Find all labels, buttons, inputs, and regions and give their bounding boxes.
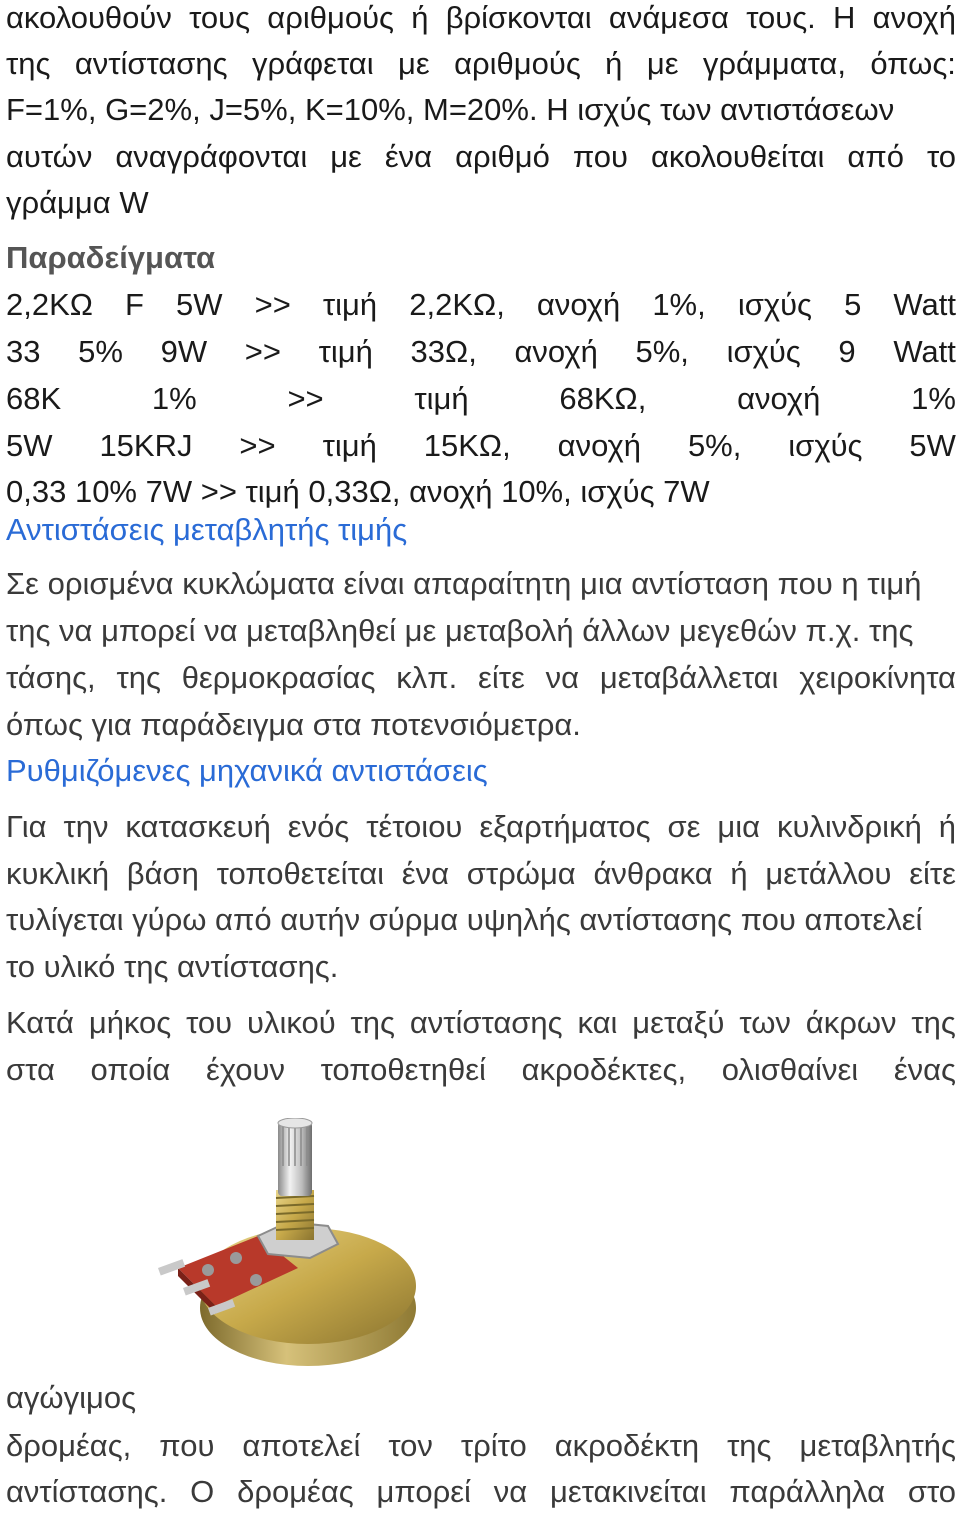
word: σε xyxy=(667,809,701,844)
word: γράμματα, xyxy=(702,46,846,81)
text-line: F=1%, G=2%, J=5%, K=10%, M=20%. Η ισχύς των αντιστάσεων xyxy=(6,92,895,127)
word: του xyxy=(186,1005,233,1040)
text-line: της να μπορεί να μεταβληθεί με μεταβολή άλλων μεγεθών π.χ. της xyxy=(6,613,914,648)
word: 5% xyxy=(78,334,123,369)
word: ισχύς xyxy=(788,428,863,463)
word: με xyxy=(646,46,679,81)
word: άκρων xyxy=(805,1005,897,1040)
word: 5%, xyxy=(635,334,689,369)
word: άνθρακα xyxy=(593,856,713,891)
word: ανοχή xyxy=(536,287,621,322)
word: μετάλλου xyxy=(765,856,892,891)
word: εξαρτήματος xyxy=(479,809,651,844)
word: ενός xyxy=(287,809,350,844)
word: με xyxy=(330,139,362,174)
word: αποτελεί xyxy=(242,1428,361,1463)
word: ισχύς xyxy=(737,287,812,322)
word: Ο xyxy=(190,1474,215,1509)
word: μετακινείται xyxy=(549,1474,707,1509)
word: 5%, xyxy=(687,428,742,463)
word: ακολουθείται xyxy=(650,139,825,174)
word: ανοχή xyxy=(872,0,956,35)
word: τάσης, xyxy=(6,660,96,695)
word: ακροδέκτες, xyxy=(521,1052,687,1087)
word: ολισθαίνει xyxy=(721,1052,859,1087)
word: 2,2ΚΩ xyxy=(6,287,93,322)
word: της xyxy=(727,1428,772,1463)
word: με xyxy=(397,46,430,81)
word: 9 xyxy=(838,334,856,369)
word: F xyxy=(125,287,144,322)
text-line xyxy=(6,1428,956,1468)
text-line: αγώγιμος xyxy=(6,1380,137,1415)
word: και xyxy=(577,1005,618,1040)
word: τιμή xyxy=(318,334,373,369)
word: γράφεται xyxy=(251,46,374,81)
word: στρώμα xyxy=(466,856,576,891)
word: 15KRJ xyxy=(99,428,193,463)
word: ένα xyxy=(401,856,450,891)
word: τον xyxy=(388,1428,433,1463)
word: τέτοιου xyxy=(366,809,463,844)
examples-heading: Παραδείγματα xyxy=(6,240,216,275)
word: Η xyxy=(833,0,856,35)
word: 5W xyxy=(176,287,223,322)
word: ή xyxy=(605,46,623,81)
word: >> xyxy=(239,428,276,463)
example-row xyxy=(6,334,956,374)
word: παράλληλα xyxy=(729,1474,886,1509)
word: ανοχή xyxy=(514,334,598,369)
word: βρίσκονται xyxy=(445,0,592,35)
text-line xyxy=(6,1052,956,1092)
word: 68K xyxy=(6,381,62,416)
text-line: Σε ορισμένα κυκλώματα είναι απαραίτητη μια αντίσταση που η τιμή xyxy=(6,566,922,601)
word: οποία xyxy=(90,1052,171,1087)
word: που xyxy=(572,139,628,174)
word: τρίτο xyxy=(460,1428,527,1463)
word: μεταβλητής xyxy=(799,1428,956,1463)
text-line: γράμμα W xyxy=(6,185,149,220)
word: μεταβάλλεται xyxy=(599,660,779,695)
word: τιμή xyxy=(414,381,469,416)
word: ένα xyxy=(384,139,433,174)
word: κυλινδρική xyxy=(776,809,922,844)
example-row xyxy=(6,428,956,468)
word: 33 xyxy=(6,334,41,369)
word: της xyxy=(6,46,51,81)
word: τοποθετηθεί xyxy=(320,1052,486,1087)
text-line xyxy=(6,809,956,849)
word: >> xyxy=(254,287,291,322)
word: ισχύς xyxy=(726,334,801,369)
word: 1%, xyxy=(652,287,706,322)
word: της xyxy=(116,660,161,695)
word: 1% xyxy=(911,381,956,416)
word: ένας xyxy=(893,1052,956,1087)
word: δρομέας xyxy=(237,1474,354,1509)
example-row: 0,33 10% 7W >> τιμή 0,33Ω, ανοχή 10%, ισχύς 7W xyxy=(6,474,710,509)
text-line xyxy=(6,856,956,896)
word: μια xyxy=(717,809,761,844)
word: ακολουθούν xyxy=(6,0,172,35)
word: ανάμεσα xyxy=(608,0,729,35)
word: ή xyxy=(411,0,429,35)
word: τιμή xyxy=(322,428,377,463)
example-row xyxy=(6,287,956,327)
word: μήκος xyxy=(88,1005,172,1040)
word: 68ΚΩ, xyxy=(559,381,647,416)
word: από xyxy=(847,139,904,174)
word: κατασκευή xyxy=(125,809,271,844)
word: κυκλική xyxy=(6,856,110,891)
word: να xyxy=(545,660,580,695)
word: αριθμό xyxy=(455,139,550,174)
word: Για xyxy=(6,809,47,844)
word: 5W xyxy=(909,428,956,463)
word: δρομέας, xyxy=(6,1428,132,1463)
word: την xyxy=(63,809,109,844)
word: μπορεί xyxy=(376,1474,471,1509)
word: μεταξύ xyxy=(632,1005,725,1040)
text-line xyxy=(6,660,956,700)
word: αριθμούς xyxy=(454,46,581,81)
word: 9W xyxy=(160,334,208,369)
word: το xyxy=(926,139,956,174)
word: ή xyxy=(730,856,748,891)
potentiometer-image xyxy=(138,1118,418,1373)
word: αντίστασης xyxy=(409,1005,563,1040)
word: στα xyxy=(6,1052,55,1087)
word: αντίστασης. xyxy=(6,1474,168,1509)
word: Watt xyxy=(893,334,956,369)
text-line: το υλικό της αντίστασης. xyxy=(6,949,339,984)
word: έχουν xyxy=(206,1052,285,1087)
word: αριθμούς xyxy=(267,0,394,35)
text-line: όπως για παράδειγμα στα ποτενσιόμετρα. xyxy=(6,707,581,742)
word: >> xyxy=(287,381,324,416)
word: τους xyxy=(189,0,251,35)
word: Κατά xyxy=(6,1005,74,1040)
word: της xyxy=(911,1005,956,1040)
word: 2,2ΚΩ, xyxy=(409,287,505,322)
word: στο xyxy=(907,1474,956,1509)
word: κλπ. xyxy=(396,660,458,695)
text-line: τυλίγεται γύρω από αυτήν σύρμα υψηλής αντίστασης που αποτελεί xyxy=(6,902,923,937)
text-line xyxy=(6,1474,956,1514)
word: ανοχή xyxy=(737,381,821,416)
word: της xyxy=(350,1005,395,1040)
word: υλικού xyxy=(247,1005,336,1040)
word: 1% xyxy=(151,381,197,416)
text-line xyxy=(6,46,956,86)
mechanical-resistors-heading: Ρυθμιζόμενες μηχανικά αντιστάσεις xyxy=(6,753,488,788)
word: ή xyxy=(938,809,956,844)
word: 5W xyxy=(6,428,53,463)
text-line xyxy=(6,0,956,40)
word: να xyxy=(493,1474,528,1509)
word: >> xyxy=(244,334,281,369)
word: αυτών xyxy=(6,139,93,174)
word: θερμοκρασίας xyxy=(181,660,376,695)
word: είτε xyxy=(478,660,525,695)
text-line xyxy=(6,1005,956,1045)
word: Watt xyxy=(893,287,956,322)
word: τιμή xyxy=(322,287,378,322)
word: βάση xyxy=(126,856,199,891)
word: ακροδέκτη xyxy=(554,1428,700,1463)
example-row xyxy=(6,381,956,421)
word: αναγράφονται xyxy=(115,139,308,174)
word: χειροκίνητα xyxy=(799,660,956,695)
word: των xyxy=(739,1005,791,1040)
word: 15ΚΩ, xyxy=(423,428,511,463)
word: 5 xyxy=(844,287,862,322)
word: αντίστασης xyxy=(74,46,228,81)
word: είτε xyxy=(909,856,956,891)
word: που xyxy=(159,1428,215,1463)
word: τους. xyxy=(746,0,816,35)
variable-resistors-heading: Αντιστάσεις μεταβλητής τιμής xyxy=(6,512,408,547)
word: όπως: xyxy=(870,46,956,81)
text-line xyxy=(6,139,956,179)
word: τοποθετείται xyxy=(216,856,385,891)
word: 33Ω, xyxy=(410,334,477,369)
word: ανοχή xyxy=(557,428,641,463)
